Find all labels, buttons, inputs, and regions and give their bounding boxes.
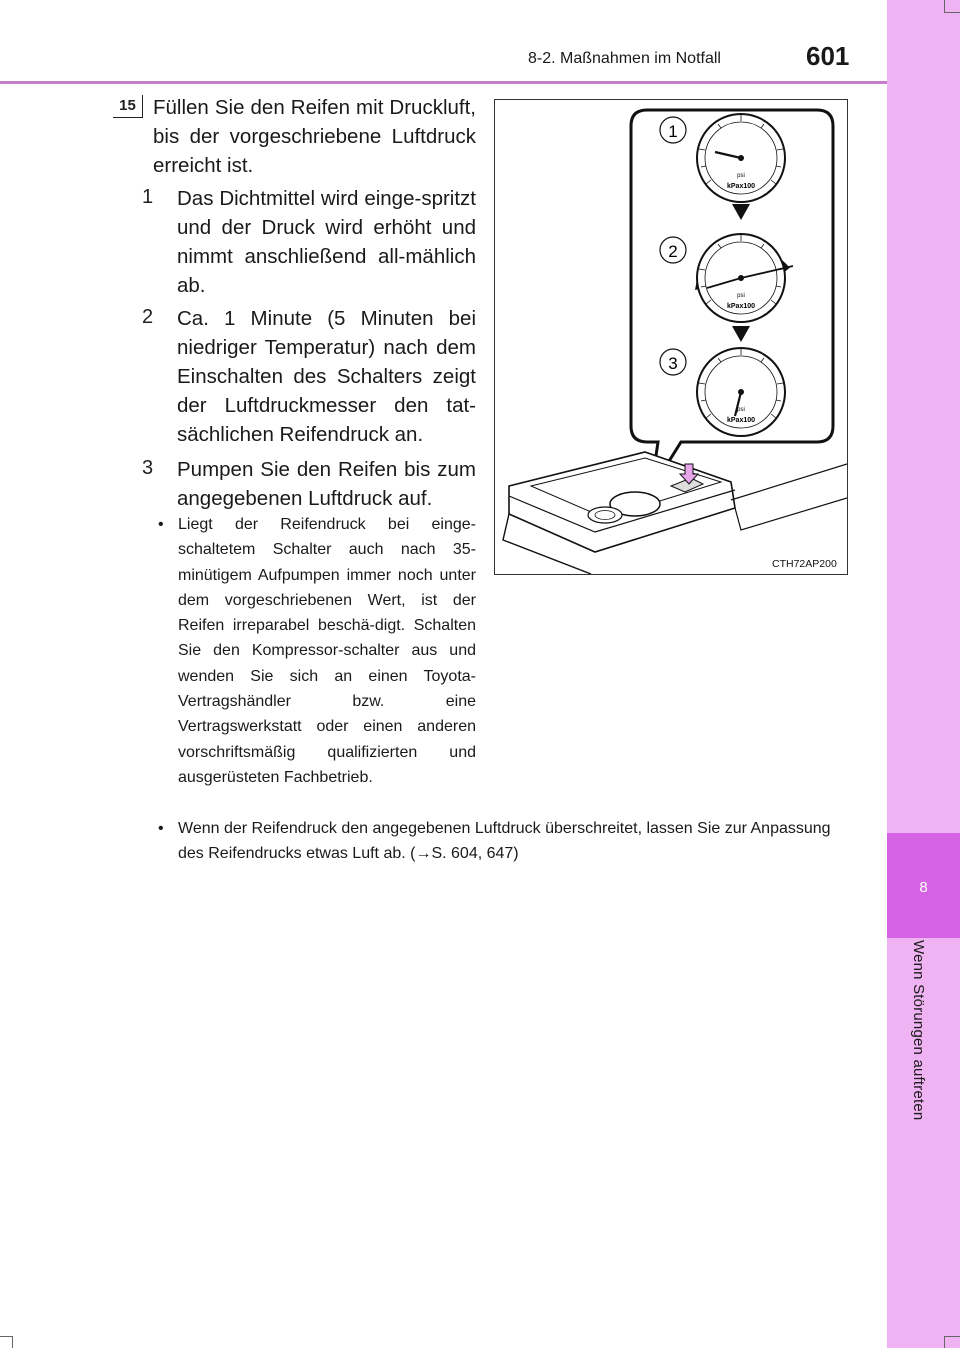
bullet-dot: • bbox=[158, 516, 164, 533]
step-instruction: Füllen Sie den Reifen mit Druckluft, bis der vorgeschriebene Luftdruck erreicht ist. bbox=[153, 96, 476, 177]
cap bbox=[588, 507, 622, 523]
illustration-svg bbox=[495, 100, 847, 574]
figure-code: CTH72AP200 bbox=[772, 558, 837, 570]
substep-number: 3 bbox=[142, 457, 154, 479]
hose-line bbox=[735, 498, 847, 530]
compressor-gauge-illustration bbox=[494, 99, 848, 575]
section-title: 8-2. Maßnahmen im Notfall bbox=[528, 50, 721, 67]
crop-mark bbox=[944, 0, 945, 12]
gauge-psi-label: psi bbox=[737, 173, 745, 179]
chapter-number: 8 bbox=[919, 879, 928, 896]
bullet-note: Wenn der Reifendruck den angegebenen Luftdruck überschreitet, lassen Sie zur Anpassung des Reifendrucks etwas Luft ab. (→S. 604, 647) bbox=[178, 820, 831, 863]
bullet-note: Liegt der Reifendruck bei einge-schaltetem Schalter auch nach 35-minütigem Aufpumpen immer noch unter dem vorgeschriebenen Wert, ist der Reifen irreparabel beschä-digt. Schalten Sie den Kompressor-schalter aus und wenden Sie sich an einen Toyota-Vertragshändler bzw. eine Vertragswerkstatt oder einen anderen vorschriftsmäßig qualifizierten und ausgerüsteten Fachbetrieb. bbox=[178, 516, 476, 786]
substep-number: 1 bbox=[142, 186, 154, 208]
gauge-psi-label: psi bbox=[737, 407, 745, 413]
substep-number: 2 bbox=[142, 306, 154, 328]
bullet-dot: • bbox=[158, 820, 164, 837]
crop-mark bbox=[944, 12, 960, 13]
substep-text: Das Dichtmittel wird einge-spritzt und der Druck wird erhöht und nimmt anschließend all-mählich ab. bbox=[177, 187, 476, 297]
hose-line bbox=[731, 464, 847, 500]
substep-text: Pumpen Sie den Reifen bis zum angegebenen Luftdruck auf. bbox=[177, 458, 476, 510]
gauge-unit-label: kPax100 bbox=[726, 303, 756, 310]
callout-number: 2 bbox=[668, 242, 678, 261]
gauge-psi-label: psi bbox=[737, 293, 745, 299]
gauge-unit-label: kPax100 bbox=[726, 183, 756, 190]
substep-text: Ca. 1 Minute (5 Minuten bei niedriger Temperatur) nach dem Einschalten des Schalters zeigt der Luftdruckmesser den tat-sächlichen Reifendruck an. bbox=[177, 307, 476, 446]
step-number-badge: 15 bbox=[113, 95, 143, 118]
crop-mark bbox=[12, 1336, 13, 1348]
pressure-gauge-3 bbox=[697, 348, 785, 436]
pressure-gauge-1 bbox=[697, 114, 785, 202]
chapter-title: Wenn Störungen auftreten bbox=[910, 940, 927, 1121]
callout-number: 1 bbox=[668, 122, 678, 141]
page-number: 601 bbox=[806, 41, 850, 71]
crop-mark bbox=[944, 1336, 960, 1337]
header-rule bbox=[0, 81, 887, 84]
crop-mark bbox=[0, 1336, 12, 1337]
callout-number: 3 bbox=[668, 354, 678, 373]
gauge-unit-label: kPax100 bbox=[726, 417, 756, 424]
crop-mark bbox=[944, 1336, 945, 1348]
